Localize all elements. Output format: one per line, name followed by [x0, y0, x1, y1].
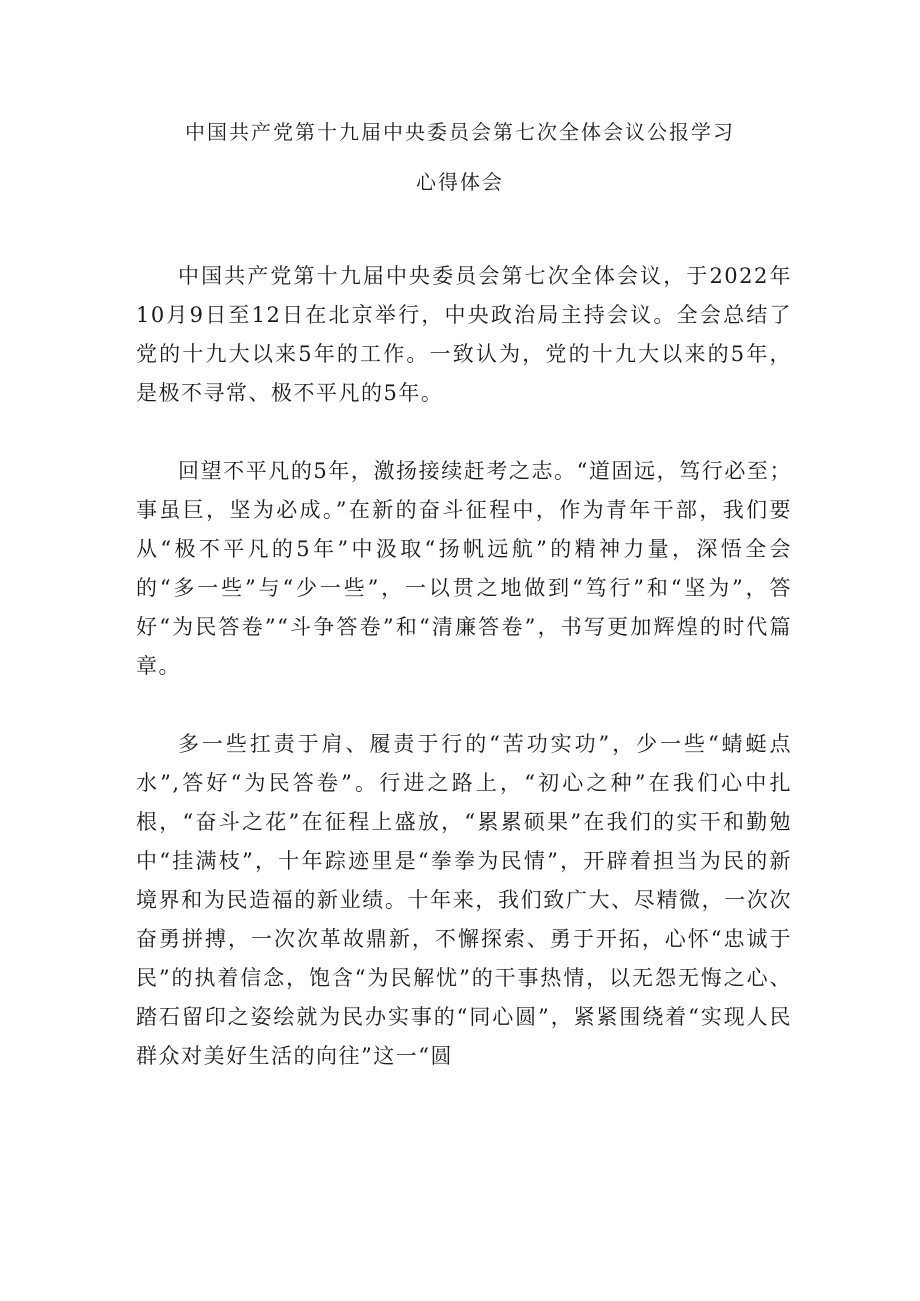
paragraph-text: 中国共产党第十九届中央委员会第七次全体会议，于2022年10月9日至12日在北京举行，中央政治局主持会议。全会总结了党的十九大以来5年的工作。一致认为，党的十九大以来的5年，是极不寻常、极不平凡的5年。 [136, 264, 792, 405]
document-title-line2: 心得体会 [416, 170, 504, 194]
body-paragraph-3 [136, 725, 792, 1076]
paragraph-text: 多一些扛责于肩、履责于行的“苦功实功”，少一些“蜻蜓点水”,答好“为民答卷”。行进之路上，“初心之种”在我们心中扎根，“奋斗之花”在征程上盛放，“累累硕果”在我们的实干和勤勉中“挂满枝”，十年踪迹里是“拳拳为民情”，开辟着担当为民的新境界和为民造福的新业绩。十年来，我们致广大、尽精微，一次次奋勇拼搏，一次次革故鼎新，不懈探索、勇于开拓，心怀“忠诚于民”的执着信念，饱含“为民解忧”的干事热情，以无怨无悔之心、踏石留印之姿绘就为民办实事的“同心圆”，紧紧围绕着“实现人民群众对美好生活的向往”这一“圆 [136, 732, 792, 1068]
document-title-line1: 中国共产党第十九届中央委员会第七次全体会议公报学习 [185, 120, 735, 144]
paragraph-text: 回望不平凡的5年，激扬接续赶考之志。“道固远，笃行必至；事虽巨，坚为必成。”在新的奋斗征程中，作为青年干部，我们要从“极不平凡的5年”中汲取“扬帆远航”的精神力量，深悟全会的“多一些”与“少一些”，一以贯之地做到“笃行”和“坚为”，答好“为民答卷”“斗争答卷”和“清廉答卷”，书写更加辉煌的时代篇章。 [136, 459, 792, 678]
body-paragraph-1 [136, 257, 792, 413]
body-paragraph-2 [136, 452, 792, 686]
